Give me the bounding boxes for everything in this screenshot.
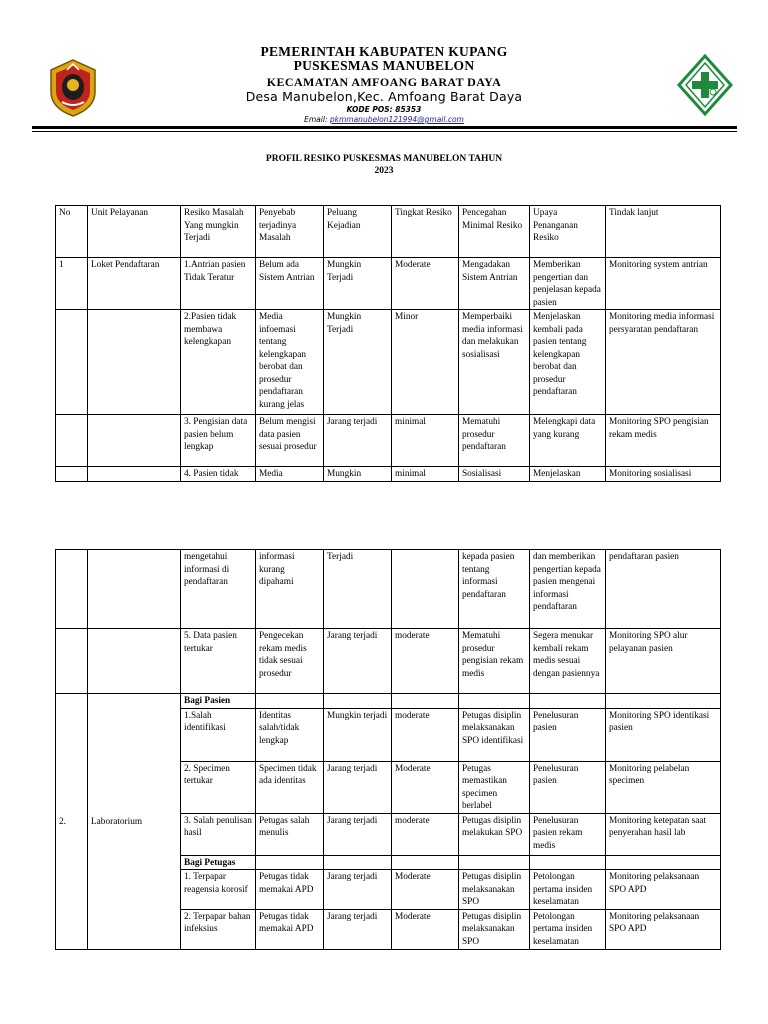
cell-level: Minor	[392, 310, 459, 415]
document-title-year: 2023	[374, 166, 394, 176]
cell-unit	[88, 550, 181, 629]
cell-risk: 4. Pasien tidak	[181, 467, 256, 482]
cell-cause: Identitas salah/tidak lengkap	[256, 708, 324, 761]
col-header-followup: Tindak lanjut	[606, 206, 721, 258]
section-label-patient: Bagi Pasien	[181, 694, 256, 709]
cell-prevention: kepada pasien tentang informasi pendaftaran	[459, 550, 530, 629]
risk-table-page2	[55, 549, 721, 950]
email-label: Email:	[304, 115, 328, 124]
empty-cell	[256, 694, 324, 709]
email-link[interactable]: pkmmanubelon121994@gmail.com	[329, 115, 464, 124]
cell-risk: 2. Terpapar bahan infeksius	[181, 909, 256, 949]
col-header-handling: Upaya Penanganan Resiko	[530, 206, 606, 258]
empty-cell	[459, 855, 530, 870]
col-header-prevention: Pencegahan Minimal Resiko	[459, 206, 530, 258]
cell-chance: Jarang terjadi	[324, 629, 392, 694]
cell-unit	[88, 415, 181, 467]
cell-handling: Segera menukar kembali rekam medis sesuai dengan pasiennya	[530, 629, 606, 694]
empty-cell	[606, 855, 721, 870]
cell-cause: informasi kurang dipahami	[256, 550, 324, 629]
col-header-chance: Peluang Kejadian	[324, 206, 392, 258]
table-row	[56, 415, 721, 467]
cell-unit	[88, 310, 181, 415]
document-title	[0, 153, 768, 177]
empty-cell	[392, 694, 459, 709]
cell-cause: Belum mengisi data pasien sesuai prosedur	[256, 415, 324, 467]
cell-level: Moderate	[392, 909, 459, 949]
puskesmas-logo-icon	[677, 54, 733, 116]
cell-chance: Jarang terjadi	[324, 415, 392, 467]
cell-chance: Mungkin Terjadi	[324, 258, 392, 310]
cell-handling: Penelusuran pasien rekam medis	[530, 813, 606, 855]
cell-handling: dan memberikan pengertian kepada pasien mengenai informasi pendaftaran	[530, 550, 606, 629]
cell-prevention: Petugas memastikan specimen berlabel	[459, 761, 530, 813]
cell-chance: Terjadi	[324, 550, 392, 629]
cell-no	[56, 310, 88, 415]
cell-risk: 3. Salah penulisan hasil	[181, 813, 256, 855]
cell-no	[56, 467, 88, 482]
cell-followup: Monitoring ketepatan saat penyerahan hasil lab	[606, 813, 721, 855]
header-email-line	[0, 115, 768, 124]
cell-level	[392, 550, 459, 629]
cell-followup: Monitoring SPO pengisian rekam medis	[606, 415, 721, 467]
cell-risk: 2. Specimen tertukar	[181, 761, 256, 813]
cell-chance: Jarang terjadi	[324, 870, 392, 910]
cell-cause: Specimen tidak ada identitas	[256, 761, 324, 813]
document-title-line1: PROFIL RESIKO PUSKESMAS MANUBELON TAHUN	[265, 154, 503, 164]
cell-handling: Menjelaskan	[530, 467, 606, 482]
cell-unit	[88, 629, 181, 694]
cell-handling: Menjelaskan kembali pada pasien tentang kelengkapan berobat dan prosedur pendaftaran	[530, 310, 606, 415]
col-header-unit: Unit Pelayanan	[88, 206, 181, 258]
cell-level: moderate	[392, 708, 459, 761]
cell-cause: Media	[256, 467, 324, 482]
cell-prevention: Mematuhi prosedur pengisian rekam medis	[459, 629, 530, 694]
empty-cell	[324, 694, 392, 709]
cell-risk: 5. Data pasien tertukar	[181, 629, 256, 694]
cell-level: moderate	[392, 629, 459, 694]
cell-risk: mengetahui informasi di pendaftaran	[181, 550, 256, 629]
cell-prevention: Petugas disiplin melaksanakan SPO identifikasi	[459, 708, 530, 761]
header-district: KECAMATAN AMFOANG BARAT DAYA	[266, 75, 502, 89]
col-header-cause: Penyebab terjadinya Masalah	[256, 206, 324, 258]
table-row	[56, 310, 721, 415]
empty-cell	[324, 855, 392, 870]
cell-followup: Monitoring SPO alur pelayanan pasien	[606, 629, 721, 694]
cell-prevention: Mematuhi prosedur pendaftaran	[459, 415, 530, 467]
cell-followup: Monitoring media informasi persyaratan pendaftaran	[606, 310, 721, 415]
cell-no: 1	[56, 258, 88, 310]
cell-handling: Petolongan pertama insiden keselamatan	[530, 870, 606, 910]
empty-cell	[459, 694, 530, 709]
col-header-risk: Resiko Masalah Yang mungkin Terjadi	[181, 206, 256, 258]
section-row-patient	[56, 694, 721, 709]
cell-prevention: Mengadakan Sistem Antrian	[459, 258, 530, 310]
cell-cause: Petugas tidak memakai APD	[256, 909, 324, 949]
letterhead	[0, 40, 768, 130]
cell-no	[56, 550, 88, 629]
header-address: Desa Manubelon,Kec. Amfoang Barat Daya	[245, 89, 523, 104]
header-rule-thick	[32, 126, 737, 129]
cell-level: minimal	[392, 467, 459, 482]
cell-unit-lab: Laboratorium	[88, 694, 181, 950]
cell-cause: Media infoemasi tentang kelengkapan berobat dan prosedur pendaftaran kurang jelas	[256, 310, 324, 415]
cell-followup: Monitoring system antrian	[606, 258, 721, 310]
cell-followup: pendaftaran pasien	[606, 550, 721, 629]
cell-followup: Monitoring pelaksanaan SPO APD	[606, 870, 721, 910]
cell-risk: 3. Pengisian data pasien belum lengkap	[181, 415, 256, 467]
col-header-no: No	[56, 206, 88, 258]
table-row	[56, 629, 721, 694]
cell-no	[56, 415, 88, 467]
cell-cause: Pengecekan rekam medis tidak sesuai prosedur	[256, 629, 324, 694]
cell-level: Moderate	[392, 258, 459, 310]
cell-cause: Petugas tidak memakai APD	[256, 870, 324, 910]
table-row	[56, 550, 721, 629]
cell-prevention: Memperbaiki media informasi dan melakukan sosialisasi	[459, 310, 530, 415]
cell-chance: Mungkin terjadi	[324, 708, 392, 761]
cell-handling: Penelusuran pasien	[530, 761, 606, 813]
cell-followup: Monitoring SPO identikasi pasien	[606, 708, 721, 761]
table-row	[56, 258, 721, 310]
cell-risk: 1.Salah identifikasi	[181, 708, 256, 761]
cell-unit: Loket Pendaftaran	[88, 258, 181, 310]
header-government-name: PEMERINTAH KABUPATEN KUPANG	[260, 44, 508, 59]
cell-prevention: Petugas disiplin melaksanakan SPO	[459, 909, 530, 949]
col-header-level: Tingkat Resiko	[392, 206, 459, 258]
cell-chance: Mungkin	[324, 467, 392, 482]
cell-risk: 1.Antrian pasien Tidak Teratur	[181, 258, 256, 310]
cell-level: Moderate	[392, 761, 459, 813]
cell-no-lab: 2.	[56, 694, 88, 950]
cell-unit	[88, 467, 181, 482]
risk-table-page1	[55, 205, 721, 482]
empty-cell	[530, 855, 606, 870]
cell-cause: Petugas salah menulis	[256, 813, 324, 855]
cell-risk: 2.Pasien tidak membawa kelengkapan	[181, 310, 256, 415]
cell-handling: Petolongan pertama insiden keselamatan	[530, 909, 606, 949]
empty-cell	[392, 855, 459, 870]
cell-level: moderate	[392, 813, 459, 855]
empty-cell	[530, 694, 606, 709]
header-rule-thin	[32, 131, 737, 132]
cell-handling: Memberikan pengertian dan penjelasan kepada pasien	[530, 258, 606, 310]
cell-level: minimal	[392, 415, 459, 467]
cell-prevention: Petugas disiplin melaksanakan SPO	[459, 870, 530, 910]
cell-handling: Melengkapi data yang kurang	[530, 415, 606, 467]
section-label-staff: Bagi Petugas	[181, 855, 256, 870]
cell-handling: Penelusuran pasien	[530, 708, 606, 761]
table-row	[56, 467, 721, 482]
cell-level: Moderate	[392, 870, 459, 910]
cell-risk: 1. Terpapar reagensia korosif	[181, 870, 256, 910]
cell-chance: Mungkin Terjadi	[324, 310, 392, 415]
cell-followup: Monitoring pelabelan specimen	[606, 761, 721, 813]
header-puskesmas-name: PUSKESMAS MANUBELON	[293, 58, 475, 73]
empty-cell	[256, 855, 324, 870]
cell-cause: Belum ada Sistem Antrian	[256, 258, 324, 310]
cell-chance: Jarang terjadi	[324, 909, 392, 949]
cell-chance: Jarang terjadi	[324, 813, 392, 855]
cell-no	[56, 629, 88, 694]
empty-cell	[606, 694, 721, 709]
header-postal-code: KODE POS: 85353	[346, 105, 422, 114]
cell-chance: Jarang terjadi	[324, 761, 392, 813]
cell-prevention: Petugas disiplin melakukan SPO	[459, 813, 530, 855]
cell-followup: Monitoring pelaksanaan SPO APD	[606, 909, 721, 949]
table-header-row	[56, 206, 721, 258]
cell-followup: Monitoring sosialisasi	[606, 467, 721, 482]
cell-prevention: Sosialisasi	[459, 467, 530, 482]
